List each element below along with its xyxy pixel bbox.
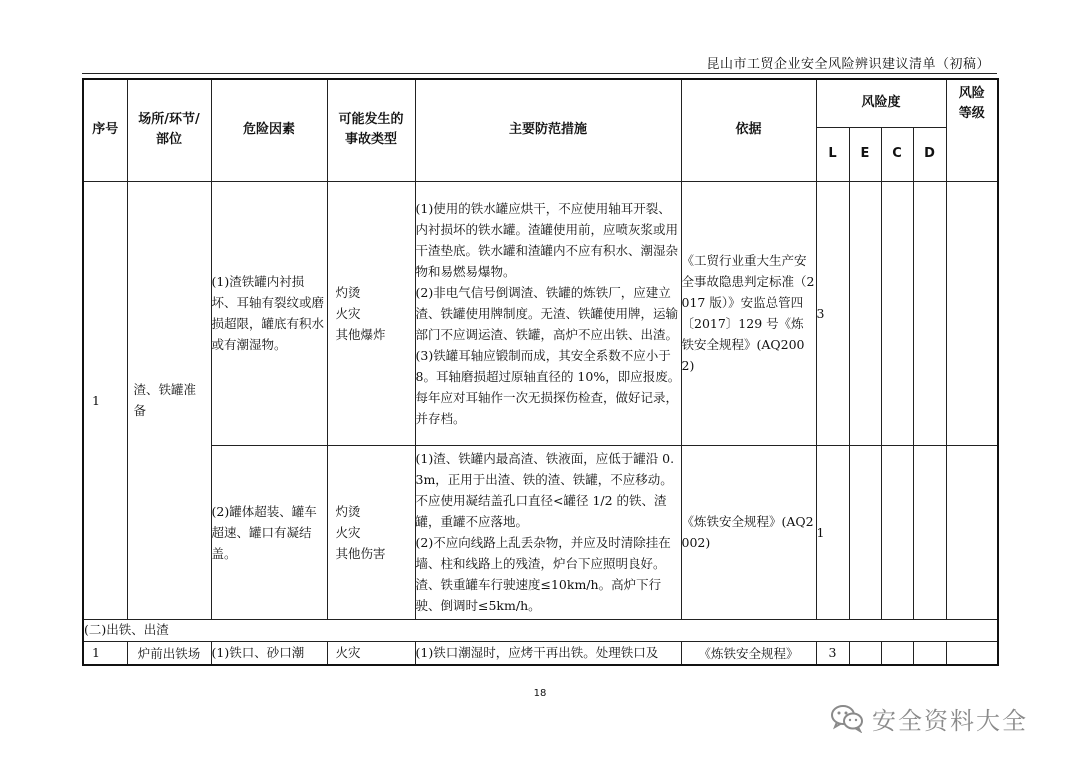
cell-L: 3 (816, 641, 849, 665)
header-E: E (849, 127, 881, 181)
header-basis: 依据 (681, 79, 816, 181)
measure-item: (1)使用的铁水罐应烘干，不应使用轴耳开裂、内衬损坏的铁水罐。渣罐使用前，应喷灰浆或用干渣垫底。铁水罐和渣罐内不应有积水、潮湿杂物和易燃易爆物。 (415, 200, 679, 279)
cell-accident (327, 181, 415, 445)
document-header: 昆山市工贸企业安全风险辨识建议清单（初稿） (706, 57, 990, 72)
cell-D (913, 445, 946, 619)
cell-basis: 《炼铁安全规程》(AQ2002) (681, 445, 816, 619)
risk-table (82, 78, 999, 666)
accident-type: 其他伤害 (335, 545, 386, 561)
cell-risk-level (946, 181, 998, 445)
cell-C (881, 641, 913, 665)
cell-E (849, 641, 881, 665)
measure-item: (2)非电气信号倒调渣、铁罐的炼铁厂，应建立渣、铁罐使用牌制度。无渣、铁罐使用牌，运输部门不应调运渣、铁罐，高炉不应出铁、出渣。 (415, 284, 679, 342)
cell-measures (415, 181, 681, 445)
wechat-icon (830, 703, 864, 733)
header-hazard: 危险因素 (211, 79, 327, 181)
watermark-text: 安全资料大全 (872, 706, 1028, 735)
accident-type: 其他爆炸 (335, 326, 386, 342)
header-L: L (816, 127, 849, 181)
accident-type: 火灾 (335, 305, 361, 321)
cell-place: 渣、铁罐准备 (127, 181, 211, 619)
header-seq: 序号 (83, 79, 127, 181)
cell-E (849, 181, 881, 445)
table-row (83, 445, 998, 619)
cell-seq: 1 (83, 641, 127, 665)
accident-type: 灼烫 (335, 284, 361, 300)
cell-hazard: (2)罐体超装、罐车超速、罐口有凝结盖。 (211, 445, 327, 619)
measure-item: (1)渣、铁罐内最高渣、铁液面，应低于罐沿 0.3m，正用于出渣、铁的渣、铁罐，不应移动。不应使用凝结盖孔口直径<罐径 1/2 的铁、渣罐，重罐不应落地。 (415, 451, 675, 529)
header-accident-type: 可能发生的事故类型 (327, 79, 415, 181)
cell-hazard: (1)铁口、砂口潮 (211, 641, 327, 665)
section-title: (二)出铁、出渣 (83, 619, 998, 641)
accident-type: 火灾 (335, 524, 361, 540)
cell-L: 3 (816, 181, 849, 445)
header-C: C (881, 127, 913, 181)
header-risk-level: 风险等级 (946, 79, 998, 181)
cell-accident: 火灾 (327, 641, 415, 665)
cell-E (849, 445, 881, 619)
cell-risk-level (946, 445, 998, 619)
header-D: D (913, 127, 946, 181)
header-rule (82, 73, 997, 74)
cell-basis: 《工贸行业重大生产安全事故隐患判定标准（2017 版）》安监总管四〔2017〕129 号《炼铁安全规程》(AQ2002) (681, 181, 816, 445)
cell-D (913, 641, 946, 665)
cell-risk-level (946, 641, 998, 665)
header-place: 场所/环节/部位 (127, 79, 211, 181)
cell-accident (327, 445, 415, 619)
cell-hazard: (1)渣铁罐内衬损坏、耳轴有裂纹或磨损超限，罐底有积水或有潮湿物。 (211, 181, 327, 445)
page-number: 18 (533, 688, 547, 699)
cell-C (881, 445, 913, 619)
cell-basis: 《炼铁安全规程》 (681, 641, 816, 665)
cell-L: 1 (816, 445, 849, 619)
watermark (830, 700, 1028, 736)
measure-item: (3)铁罐耳轴应锻制而成，其安全系数不应小于 8。耳轴磨损超过原轴直径的 10%，即应报废。每年应对耳轴作一次无损探伤检查，做好记录，并存档。 (415, 347, 681, 426)
cell-place: 炉前出铁场 (127, 641, 211, 665)
cell-C (881, 181, 913, 445)
table-row (83, 181, 998, 445)
accident-type: 灼烫 (335, 503, 361, 519)
cell-seq: 1 (83, 181, 127, 619)
cell-D (913, 181, 946, 445)
table-row (83, 641, 998, 665)
cell-measures: (1)铁口潮湿时，应烤干再出铁。处理铁口及 (415, 641, 681, 665)
section-row (83, 619, 998, 641)
cell-measures (415, 445, 681, 619)
header-risk-degree: 风险度 (816, 79, 946, 127)
measure-item: (2)不应向线路上乱丢杂物，并应及时清除挂在墙、柱和线路上的残渣，炉台下应照明良好。渣、铁重罐车行驶速度≤10km/h。高炉下行驶、倒调时≤5km/h。 (415, 535, 671, 613)
header-measures: 主要防范措施 (415, 79, 681, 181)
